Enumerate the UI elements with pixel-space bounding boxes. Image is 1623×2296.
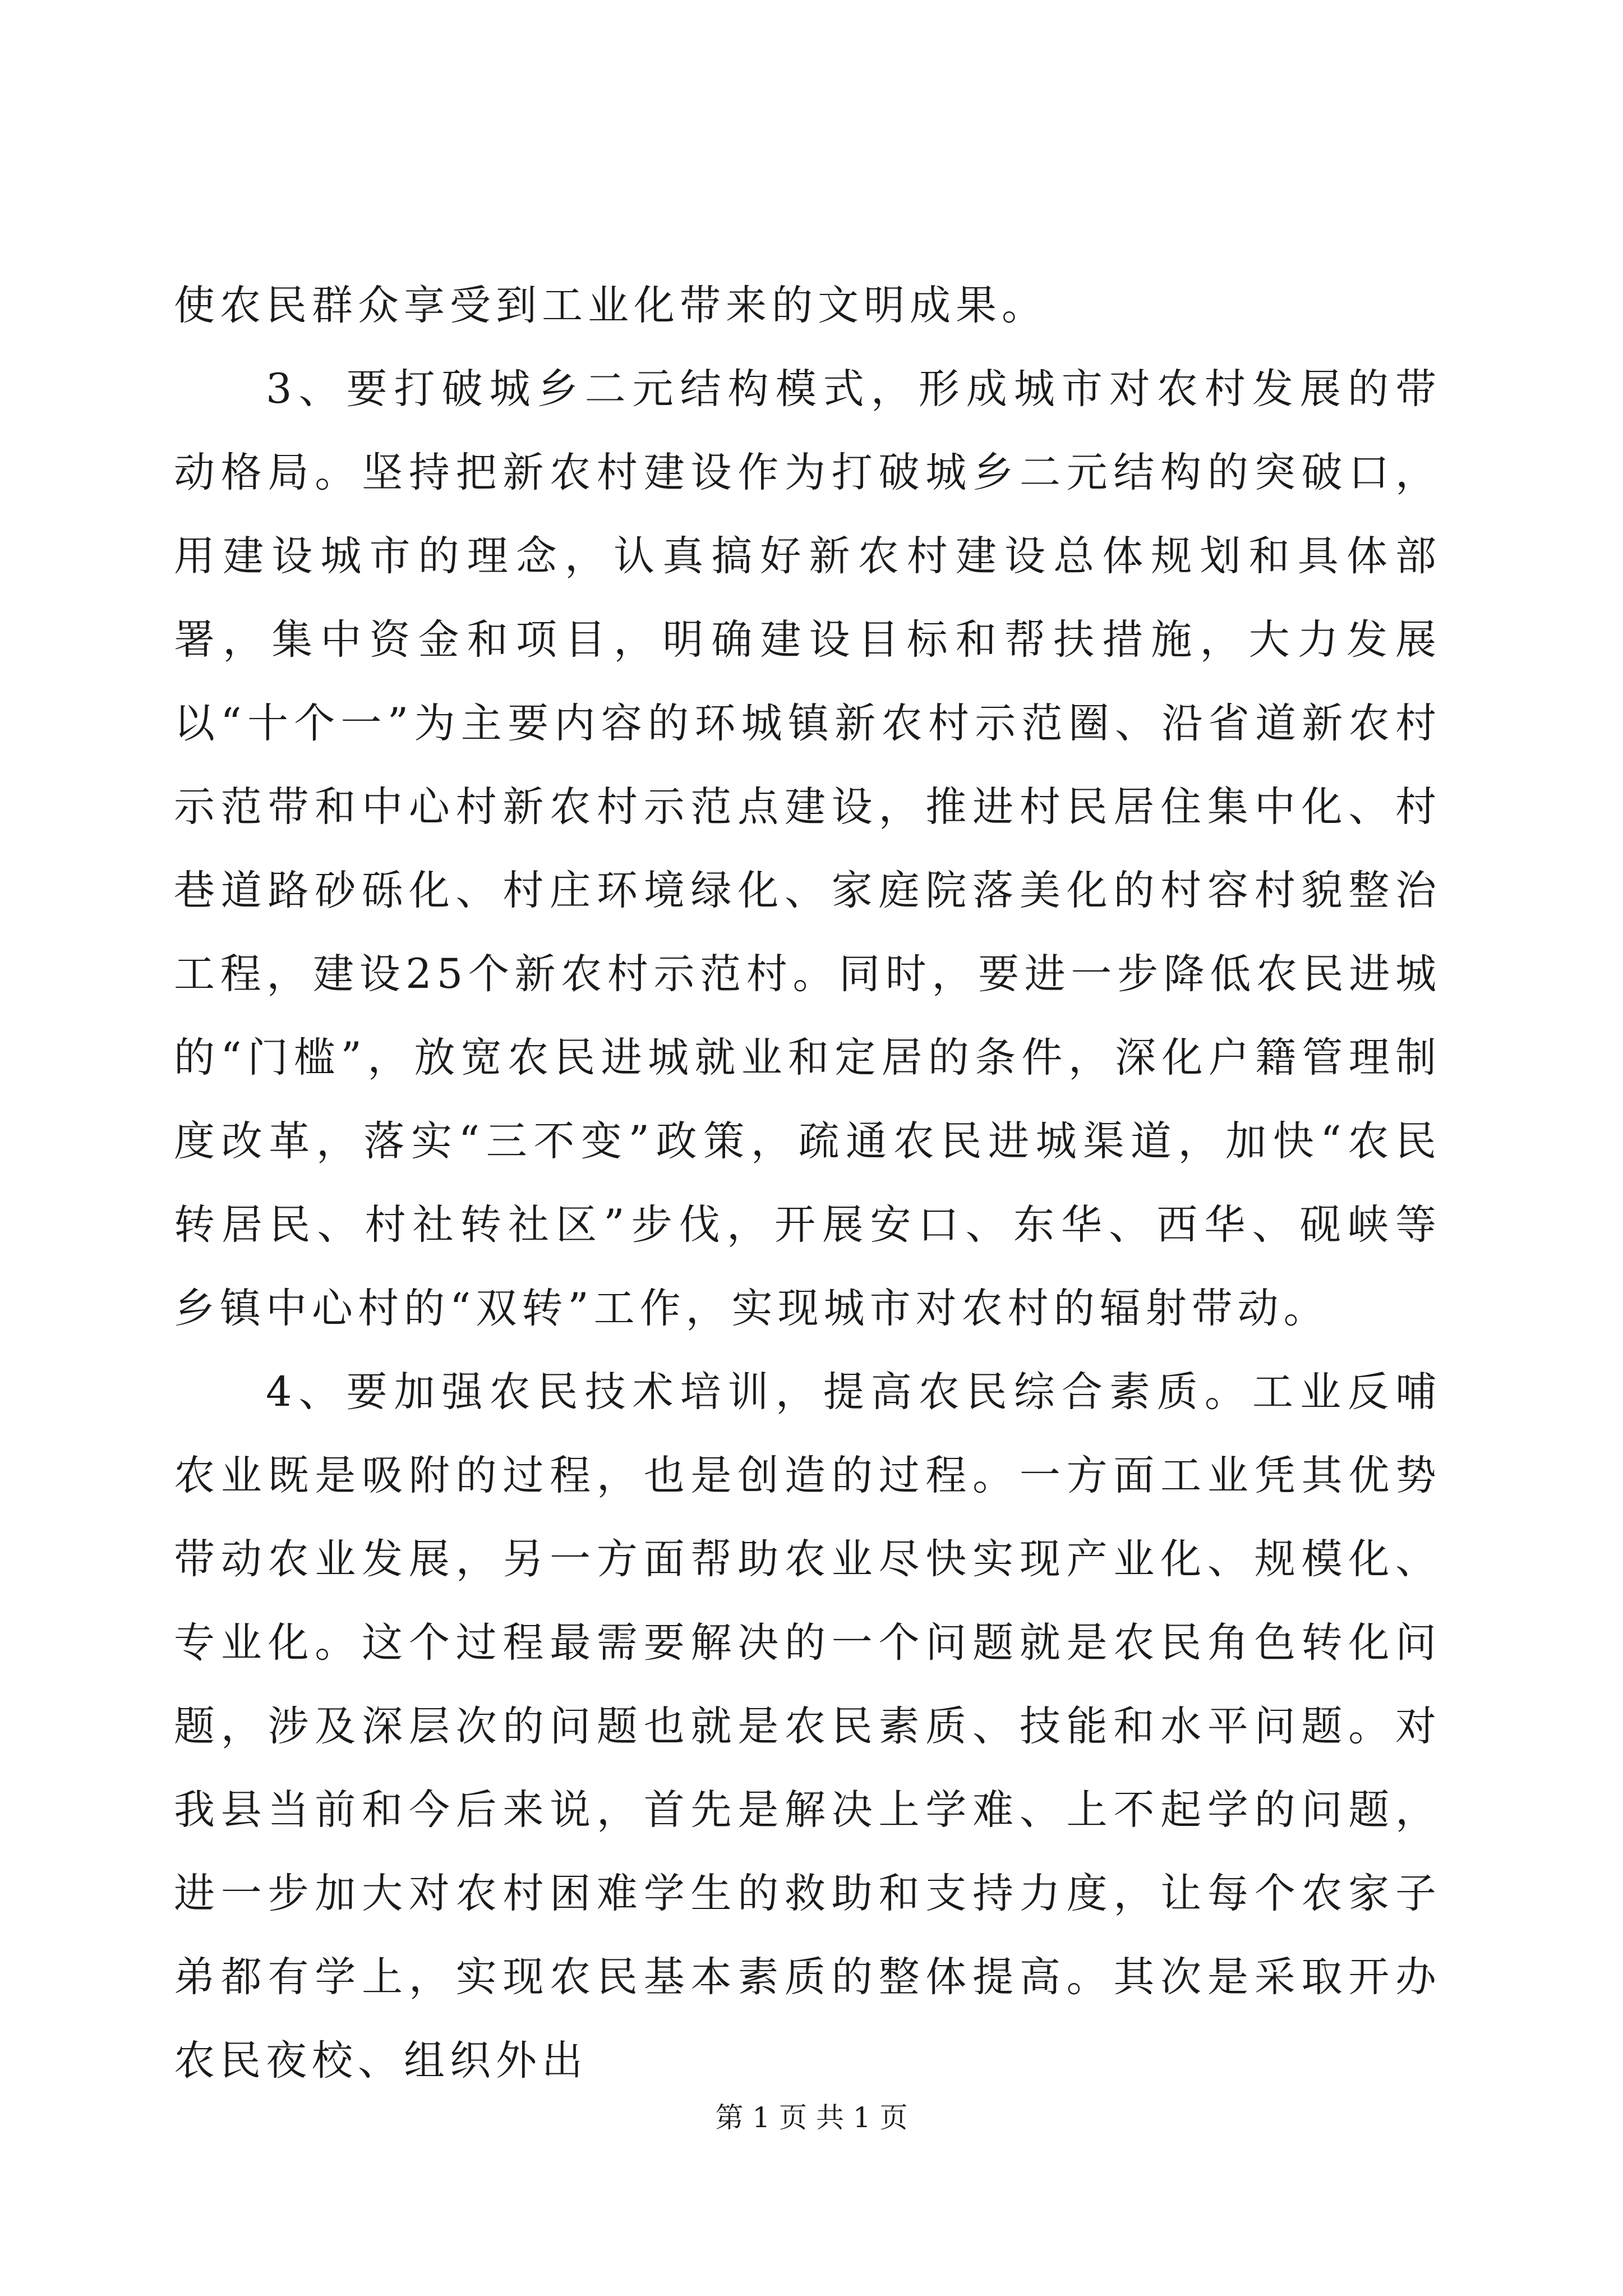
document-body	[174, 264, 1441, 2102]
paragraph-section-3: 3、要打破城乡二元结构模式，形成城市对农村发展的带动格局。坚持把新农村建设作为打破城乡二元结构的突破口，用建设城市的理念，认真搞好新农村建设总体规划和具体部署，集中资金和项目，明确建设目标和帮扶措施，大力发展以“十个一”为主要内容的环城镇新农村示范圈、沿省道新农村示范带和中心村新农村示范点建设，推进村民居住集中化、村巷道路砂砾化、村庄环境绿化、家庭院落美化的村容村貌整治工程，建设25个新农村示范村。同时，要进一步降低农民进城的“门槛”，放宽农民进城就业和定居的条件，深化户籍管理制度改革，落实“三不变”政策，疏通农民进城渠道，加快“农民转居民、村社转社区”步伐，开展安口、东华、西华、砚峡等乡镇中心村的“双转”工作，实现城市对农村的辐射带动。	[174, 365, 1441, 1332]
page-footer: 第 1 页 共 1 页	[715, 2101, 908, 2134]
paragraph-continued: 使农民群众享受到工业化带来的文明成果。	[174, 282, 1048, 329]
paragraph-section-4: 4、要加强农民技术培训，提高农民综合素质。工业反哺农业既是吸附的过程，也是创造的过程。一方面工业凭其优势带动农业发展，另一方面帮助农业尽快实现产业化、规模化、专业化。这个过程最需要解决的一个问题就是农民角色转化问题，涉及深层次的问题也就是农民素质、技能和水平问题。对我县当前和今后来说，首先是解决上学难、上不起学的问题，进一步加大对农村困难学生的救助和支持力度，让每个农家子弟都有学上，实现农民基本素质的整体提高。其次是采取开办农民夜校、组织外出	[174, 1368, 1441, 2085]
